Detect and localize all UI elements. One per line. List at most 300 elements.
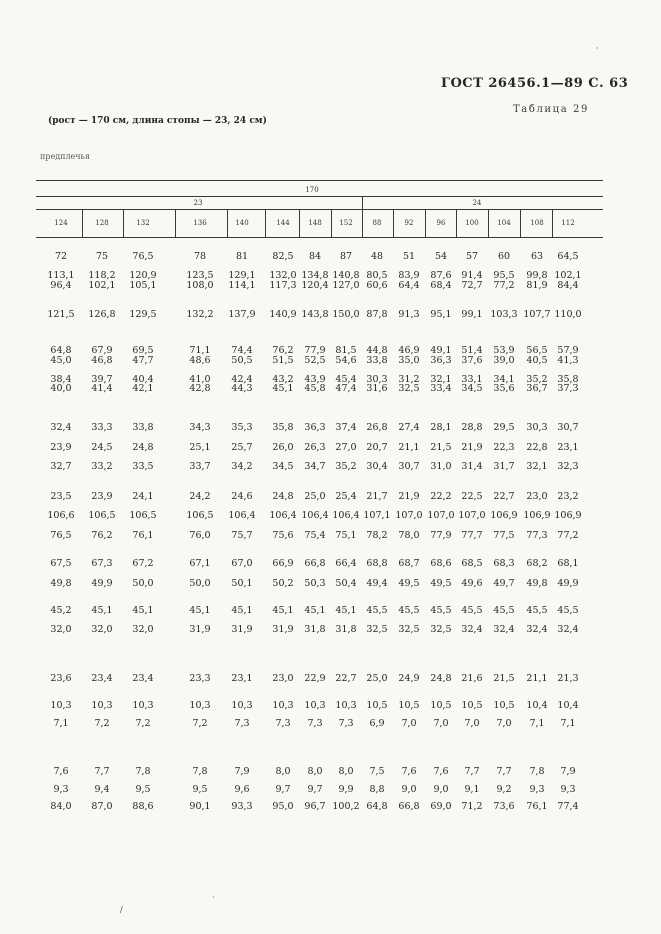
table-cell: 30,4: [366, 461, 388, 472]
table-cell: 36,3: [430, 355, 452, 366]
table-cell: 114,1: [228, 280, 256, 291]
table-cell: 87: [339, 251, 353, 262]
table-cell: 102,1: [88, 280, 116, 291]
column-divider: [299, 209, 300, 237]
table-cell: 21,3: [557, 673, 579, 684]
table-cell: 43,2: [272, 374, 294, 385]
stray-mark: ·: [596, 44, 599, 53]
table-cell: 75,4: [304, 530, 326, 541]
table-cell: 23,6: [50, 673, 72, 684]
table-cell: 38,4: [50, 374, 72, 385]
table-cell: 42,8: [189, 383, 211, 394]
table-cell: 33,2: [91, 461, 113, 472]
table-cell: 52,5: [304, 355, 326, 366]
table-cell: 150,0: [332, 309, 360, 320]
table-cell: 35,8: [557, 374, 579, 385]
table-cell: 30,3: [366, 374, 388, 385]
table-cell: 31,9: [272, 624, 294, 635]
table-cell: 45,5: [557, 605, 579, 616]
table-cell: 23,2: [557, 491, 579, 502]
table-cell: 32,4: [50, 422, 72, 433]
table-cell: 140,8: [332, 270, 360, 281]
table-cell: 132,0: [269, 270, 297, 281]
table-cell: 137,9: [228, 309, 256, 320]
table-cell: 9,9: [338, 784, 354, 795]
table-cell: 45,5: [398, 605, 420, 616]
table-cell: 50,2: [272, 578, 294, 589]
table-cell: 40,0: [50, 383, 72, 394]
table-cell: 23,5: [50, 491, 72, 502]
table-cell: 66,4: [335, 558, 357, 569]
table-cell: 49,9: [91, 578, 113, 589]
table-cell: 68,8: [366, 558, 388, 569]
table-cell: 32,0: [91, 624, 113, 635]
table-cell: 77,2: [493, 280, 515, 291]
table-cell: 22,3: [493, 442, 515, 453]
table-cell: 45,1: [91, 605, 113, 616]
table-cell: 57: [465, 251, 479, 262]
table-cell: 27,0: [335, 442, 357, 453]
table-cell: 9,3: [529, 784, 545, 795]
table-cell: 21,9: [461, 442, 483, 453]
table-cell: 25,0: [366, 673, 388, 684]
table-cell: 99,8: [526, 270, 548, 281]
table-cell: 67,1: [189, 558, 211, 569]
table-cell: 23,1: [557, 442, 579, 453]
table-cell: 34,5: [272, 461, 294, 472]
table-cell: 7,2: [94, 718, 110, 729]
table-cell: 10,4: [526, 700, 548, 711]
column-divider: [123, 209, 124, 237]
table-cell: 28,1: [430, 422, 452, 433]
table-cell: 46,8: [91, 355, 113, 366]
table-cell: 21,6: [461, 673, 483, 684]
column-divider: [227, 209, 228, 237]
column-divider: [393, 209, 394, 237]
table-cell: 7,9: [234, 766, 250, 777]
table-cell: 45,1: [335, 605, 357, 616]
table-cell: 76,1: [526, 801, 548, 812]
table-cell: 64,4: [398, 280, 420, 291]
table-cell: 76,5: [50, 530, 72, 541]
table-cell: 45,5: [461, 605, 483, 616]
table-cell: 27,4: [398, 422, 420, 433]
table-cell: 26,8: [366, 422, 388, 433]
table-cell: 129,5: [129, 309, 157, 320]
column-header: 136: [193, 219, 207, 227]
table-cell: 49,5: [430, 578, 452, 589]
column-header: 128: [95, 219, 109, 227]
table-cell: 106,9: [490, 510, 518, 521]
table-cell: 23,0: [526, 491, 548, 502]
column-divider: [265, 209, 266, 237]
table-cell: 113,1: [47, 270, 75, 281]
table-cell: 50,1: [231, 578, 253, 589]
table-cell: 75,1: [335, 530, 357, 541]
table-cell: 99,1: [461, 309, 483, 320]
table-cell: 35,0: [398, 355, 420, 366]
table-cell: 10,3: [272, 700, 294, 711]
table-cell: 45,2: [50, 605, 72, 616]
column-divider: [362, 209, 363, 237]
table-cell: 7,6: [433, 766, 449, 777]
table-cell: 68,6: [430, 558, 452, 569]
gost-header: ГОСТ 26456.1—89 С. 63: [441, 76, 629, 91]
table-cell: 117,3: [269, 280, 297, 291]
table-cell: 8,8: [369, 784, 385, 795]
table-cell: 24,6: [231, 491, 253, 502]
table-cell: 7,3: [275, 718, 291, 729]
table-cell: 35,2: [526, 374, 548, 385]
table-cell: 24,8: [430, 673, 452, 684]
column-divider: [520, 209, 521, 237]
column-divider: [488, 209, 489, 237]
table-cell: 67,5: [50, 558, 72, 569]
table-cell: 107,0: [427, 510, 455, 521]
table-cell: 32,5: [366, 624, 388, 635]
table-cell: 46,9: [398, 345, 420, 356]
table-cell: 49,5: [398, 578, 420, 589]
table-cell: 7,0: [464, 718, 480, 729]
table-cell: 106,5: [129, 510, 157, 521]
table-cell: 35,6: [493, 383, 515, 394]
table-cell: 45,5: [366, 605, 388, 616]
table-cell: 56,5: [526, 345, 548, 356]
table-cell: 72: [54, 251, 68, 262]
column-header: 152: [339, 219, 353, 227]
table-cell: 87,6: [430, 270, 452, 281]
table-cell: 7,2: [135, 718, 151, 729]
table-cell: 25,1: [189, 442, 211, 453]
table-cell: 32,4: [526, 624, 548, 635]
table-cell: 75,7: [231, 530, 253, 541]
table-cell: 42,1: [132, 383, 154, 394]
table-cell: 123,5: [186, 270, 214, 281]
table-cell: 96,4: [50, 280, 72, 291]
table-cell: 81,9: [526, 280, 548, 291]
table-cell: 96,7: [304, 801, 326, 812]
table-cell: 45,5: [430, 605, 452, 616]
table-cell: 35,2: [335, 461, 357, 472]
table-cell: 24,9: [398, 673, 420, 684]
table-cell: 67,3: [91, 558, 113, 569]
table-cell: 106,4: [269, 510, 297, 521]
table-cell: 106,9: [523, 510, 551, 521]
table-cell: 106,5: [88, 510, 116, 521]
column-divider: [552, 209, 553, 237]
table-cell: 78,2: [366, 530, 388, 541]
table-cell: 57,9: [557, 345, 579, 356]
table-cell: 44,8: [366, 345, 388, 356]
table-cell: 24,1: [132, 491, 154, 502]
table-cell: 6,9: [369, 718, 385, 729]
table-cell: 45,1: [132, 605, 154, 616]
table-cell: 108,0: [186, 280, 214, 291]
table-cell: 37,3: [557, 383, 579, 394]
table-cell: 51: [402, 251, 416, 262]
table-cell: 77,7: [461, 530, 483, 541]
table-cell: 76,2: [91, 530, 113, 541]
table-cell: 84,0: [50, 801, 72, 812]
table-cell: 77,9: [430, 530, 452, 541]
table-cell: 23,1: [231, 673, 253, 684]
column-divider: [425, 209, 426, 237]
section-label: предплечья: [40, 152, 90, 161]
table-cell: 7,3: [338, 718, 354, 729]
table-cell: 47,7: [132, 355, 154, 366]
table-cell: 143,8: [301, 309, 329, 320]
table-cell: 9,2: [496, 784, 512, 795]
table-cell: 49,8: [50, 578, 72, 589]
table-cell: 39,0: [493, 355, 515, 366]
table-cell: 9,0: [433, 784, 449, 795]
table-cell: 22,9: [304, 673, 326, 684]
table-cell: 7,0: [401, 718, 417, 729]
table-cell: 105,1: [129, 280, 157, 291]
table-cell: 32,1: [430, 374, 452, 385]
table-cell: 31,0: [430, 461, 452, 472]
table-cell: 68,7: [398, 558, 420, 569]
table-cell: 9,5: [192, 784, 208, 795]
table-cell: 33,8: [366, 355, 388, 366]
table-cell: 129,1: [228, 270, 256, 281]
table-cell: 81: [235, 251, 249, 262]
table-cell: 106,4: [332, 510, 360, 521]
table-cell: 26,0: [272, 442, 294, 453]
table-cell: 7,1: [560, 718, 576, 729]
table-cell: 24,8: [132, 442, 154, 453]
table-cell: 48: [370, 251, 384, 262]
table-cell: 95,0: [272, 801, 294, 812]
table-cell: 106,5: [186, 510, 214, 521]
table-cell: 10,3: [304, 700, 326, 711]
table-cell: 7,8: [135, 766, 151, 777]
table-cell: 24,2: [189, 491, 211, 502]
table-cell: 41,0: [189, 374, 211, 385]
table-cell: 107,7: [523, 309, 551, 320]
table-cell: 7,2: [192, 718, 208, 729]
table-cell: 31,6: [366, 383, 388, 394]
table-cell: 91,4: [461, 270, 483, 281]
table-cell: 95,1: [430, 309, 452, 320]
table-cell: 95,5: [493, 270, 515, 281]
table-cell: 66,9: [272, 558, 294, 569]
table-cell: 106,4: [228, 510, 256, 521]
table-cell: 100,2: [332, 801, 360, 812]
table-cell: 8,0: [338, 766, 354, 777]
table-cell: 68,5: [461, 558, 483, 569]
table-cell: 32,4: [461, 624, 483, 635]
table-cell: 78: [193, 251, 207, 262]
table-cell: 24,8: [272, 491, 294, 502]
table-cell: 34,2: [231, 461, 253, 472]
table-cell: 68,1: [557, 558, 579, 569]
table-cell: 24,5: [91, 442, 113, 453]
table-cell: 60,6: [366, 280, 388, 291]
table-cell: 26,3: [304, 442, 326, 453]
table-cell: 49,6: [461, 578, 483, 589]
table-cell: 21,5: [493, 673, 515, 684]
table-cell: 23,9: [91, 491, 113, 502]
table-cell: 23,0: [272, 673, 294, 684]
table-cell: 54,6: [335, 355, 357, 366]
table-cell: 126,8: [88, 309, 116, 320]
table-cell: 21,1: [526, 673, 548, 684]
table-cell: 50,0: [132, 578, 154, 589]
table-cell: 45,5: [526, 605, 548, 616]
table-cell: 29,5: [493, 422, 515, 433]
table-cell: 53,9: [493, 345, 515, 356]
table-cell: 107,1: [363, 510, 391, 521]
table-cell: 77,4: [557, 801, 579, 812]
table-cell: 28,8: [461, 422, 483, 433]
column-header: 104: [497, 219, 511, 227]
table-cell: 10,3: [132, 700, 154, 711]
table-cell: 7,8: [192, 766, 208, 777]
table-cell: 30,7: [557, 422, 579, 433]
table-cell: 33,7: [189, 461, 211, 472]
stray-mark: ·: [212, 893, 215, 902]
table-cell: 9,3: [53, 784, 69, 795]
table-cell: 93,3: [231, 801, 253, 812]
table-cell: 25,7: [231, 442, 253, 453]
table-cell: 121,5: [47, 309, 75, 320]
table-cell: 32,5: [430, 624, 452, 635]
table-cell: 45,4: [335, 374, 357, 385]
table-cell: 7,3: [234, 718, 250, 729]
column-header: 132: [136, 219, 150, 227]
table-cell: 77,3: [526, 530, 548, 541]
table-cell: 64,8: [366, 801, 388, 812]
table-cell: 132,2: [186, 309, 214, 320]
table-cell: 45,1: [304, 605, 326, 616]
table-cell: 7,6: [401, 766, 417, 777]
table-cell: 76,0: [189, 530, 211, 541]
table-cell: 31,9: [189, 624, 211, 635]
table-cell: 76,1: [132, 530, 154, 541]
table-cell: 25,4: [335, 491, 357, 502]
table-cell: 22,7: [493, 491, 515, 502]
table-cell: 64,8: [50, 345, 72, 356]
column-header: 108: [530, 219, 544, 227]
table-cell: 47,4: [335, 383, 357, 394]
table-cell: 10,3: [91, 700, 113, 711]
table-cell: 10,5: [430, 700, 452, 711]
table-cell: 49,9: [557, 578, 579, 589]
table-cell: 7,1: [53, 718, 69, 729]
table-subtitle: (рост — 170 см, длина стопы — 23, 24 см): [48, 116, 267, 126]
table-cell: 25,0: [304, 491, 326, 502]
table-cell: 68,2: [526, 558, 548, 569]
table-cell: 63: [530, 251, 544, 262]
foot-23-group-label: 23: [193, 199, 203, 207]
table-cell: 41,4: [91, 383, 113, 394]
table-cell: 21,9: [398, 491, 420, 502]
table-cell: 7,7: [94, 766, 110, 777]
table-cell: 31,4: [461, 461, 483, 472]
table-cell: 21,1: [398, 442, 420, 453]
table-cell: 22,2: [430, 491, 452, 502]
table-cell: 31,8: [304, 624, 326, 635]
table-cell: 84: [308, 251, 322, 262]
table-cell: 87,8: [366, 309, 388, 320]
table-cell: 42,4: [231, 374, 253, 385]
column-header: 88: [372, 219, 382, 227]
table-cell: 45,1: [189, 605, 211, 616]
table-cell: 45,1: [231, 605, 253, 616]
table-cell: 103,3: [490, 309, 518, 320]
table-cell: 140,9: [269, 309, 297, 320]
table-cell: 76,2: [272, 345, 294, 356]
table-cell: 10,5: [366, 700, 388, 711]
table-cell: 39,7: [91, 374, 113, 385]
table-cell: 9,7: [307, 784, 323, 795]
table-cell: 21,5: [430, 442, 452, 453]
table-cell: 7,5: [369, 766, 385, 777]
table-cell: 32,4: [493, 624, 515, 635]
table-cell: 31,8: [335, 624, 357, 635]
column-header: 148: [308, 219, 322, 227]
column-divider: [456, 209, 457, 237]
table-cell: 48,6: [189, 355, 211, 366]
table-cell: 45,1: [272, 383, 294, 394]
table-cell: 37,4: [335, 422, 357, 433]
table-cell: 82,5: [272, 251, 294, 262]
table-cell: 68,4: [430, 280, 452, 291]
table-cell: 91,3: [398, 309, 420, 320]
table-cell: 33,4: [430, 383, 452, 394]
table-cell: 60: [497, 251, 511, 262]
table-cell: 83,9: [398, 270, 420, 281]
table-cell: 45,8: [304, 383, 326, 394]
table-cell: 30,3: [526, 422, 548, 433]
table-cell: 34,3: [189, 422, 211, 433]
table-cell: 32,4: [557, 624, 579, 635]
table-cell: 84,4: [557, 280, 579, 291]
table-cell: 81,5: [335, 345, 357, 356]
table-cell: 66,8: [398, 801, 420, 812]
table-cell: 50,3: [304, 578, 326, 589]
table-cell: 22,5: [461, 491, 483, 502]
table-cell: 7,1: [529, 718, 545, 729]
table-cell: 107,0: [395, 510, 423, 521]
table-cell: 32,5: [398, 383, 420, 394]
table-cell: 67,0: [231, 558, 253, 569]
table-cell: 102,1: [554, 270, 582, 281]
height-group-label: 170: [305, 186, 319, 194]
table-cell: 7,6: [53, 766, 69, 777]
table-cell: 7,7: [464, 766, 480, 777]
table-cell: 10,4: [557, 700, 579, 711]
table-cell: 33,8: [132, 422, 154, 433]
table-cell: 32,0: [132, 624, 154, 635]
table-cell: 7,7: [496, 766, 512, 777]
table-cell: 64,5: [557, 251, 579, 262]
table-cell: 71,1: [189, 345, 211, 356]
table-cell: 34,7: [304, 461, 326, 472]
table-cell: 71,2: [461, 801, 483, 812]
table-cell: 41,3: [557, 355, 579, 366]
table-cell: 34,1: [493, 374, 515, 385]
table-cell: 20,7: [366, 442, 388, 453]
table-cell: 49,8: [526, 578, 548, 589]
table-cell: 74,4: [231, 345, 253, 356]
table-cell: 32,3: [557, 461, 579, 472]
table-cell: 69,0: [430, 801, 452, 812]
table-cell: 36,7: [526, 383, 548, 394]
table-cell: 51,5: [272, 355, 294, 366]
table-cell: 36,3: [304, 422, 326, 433]
